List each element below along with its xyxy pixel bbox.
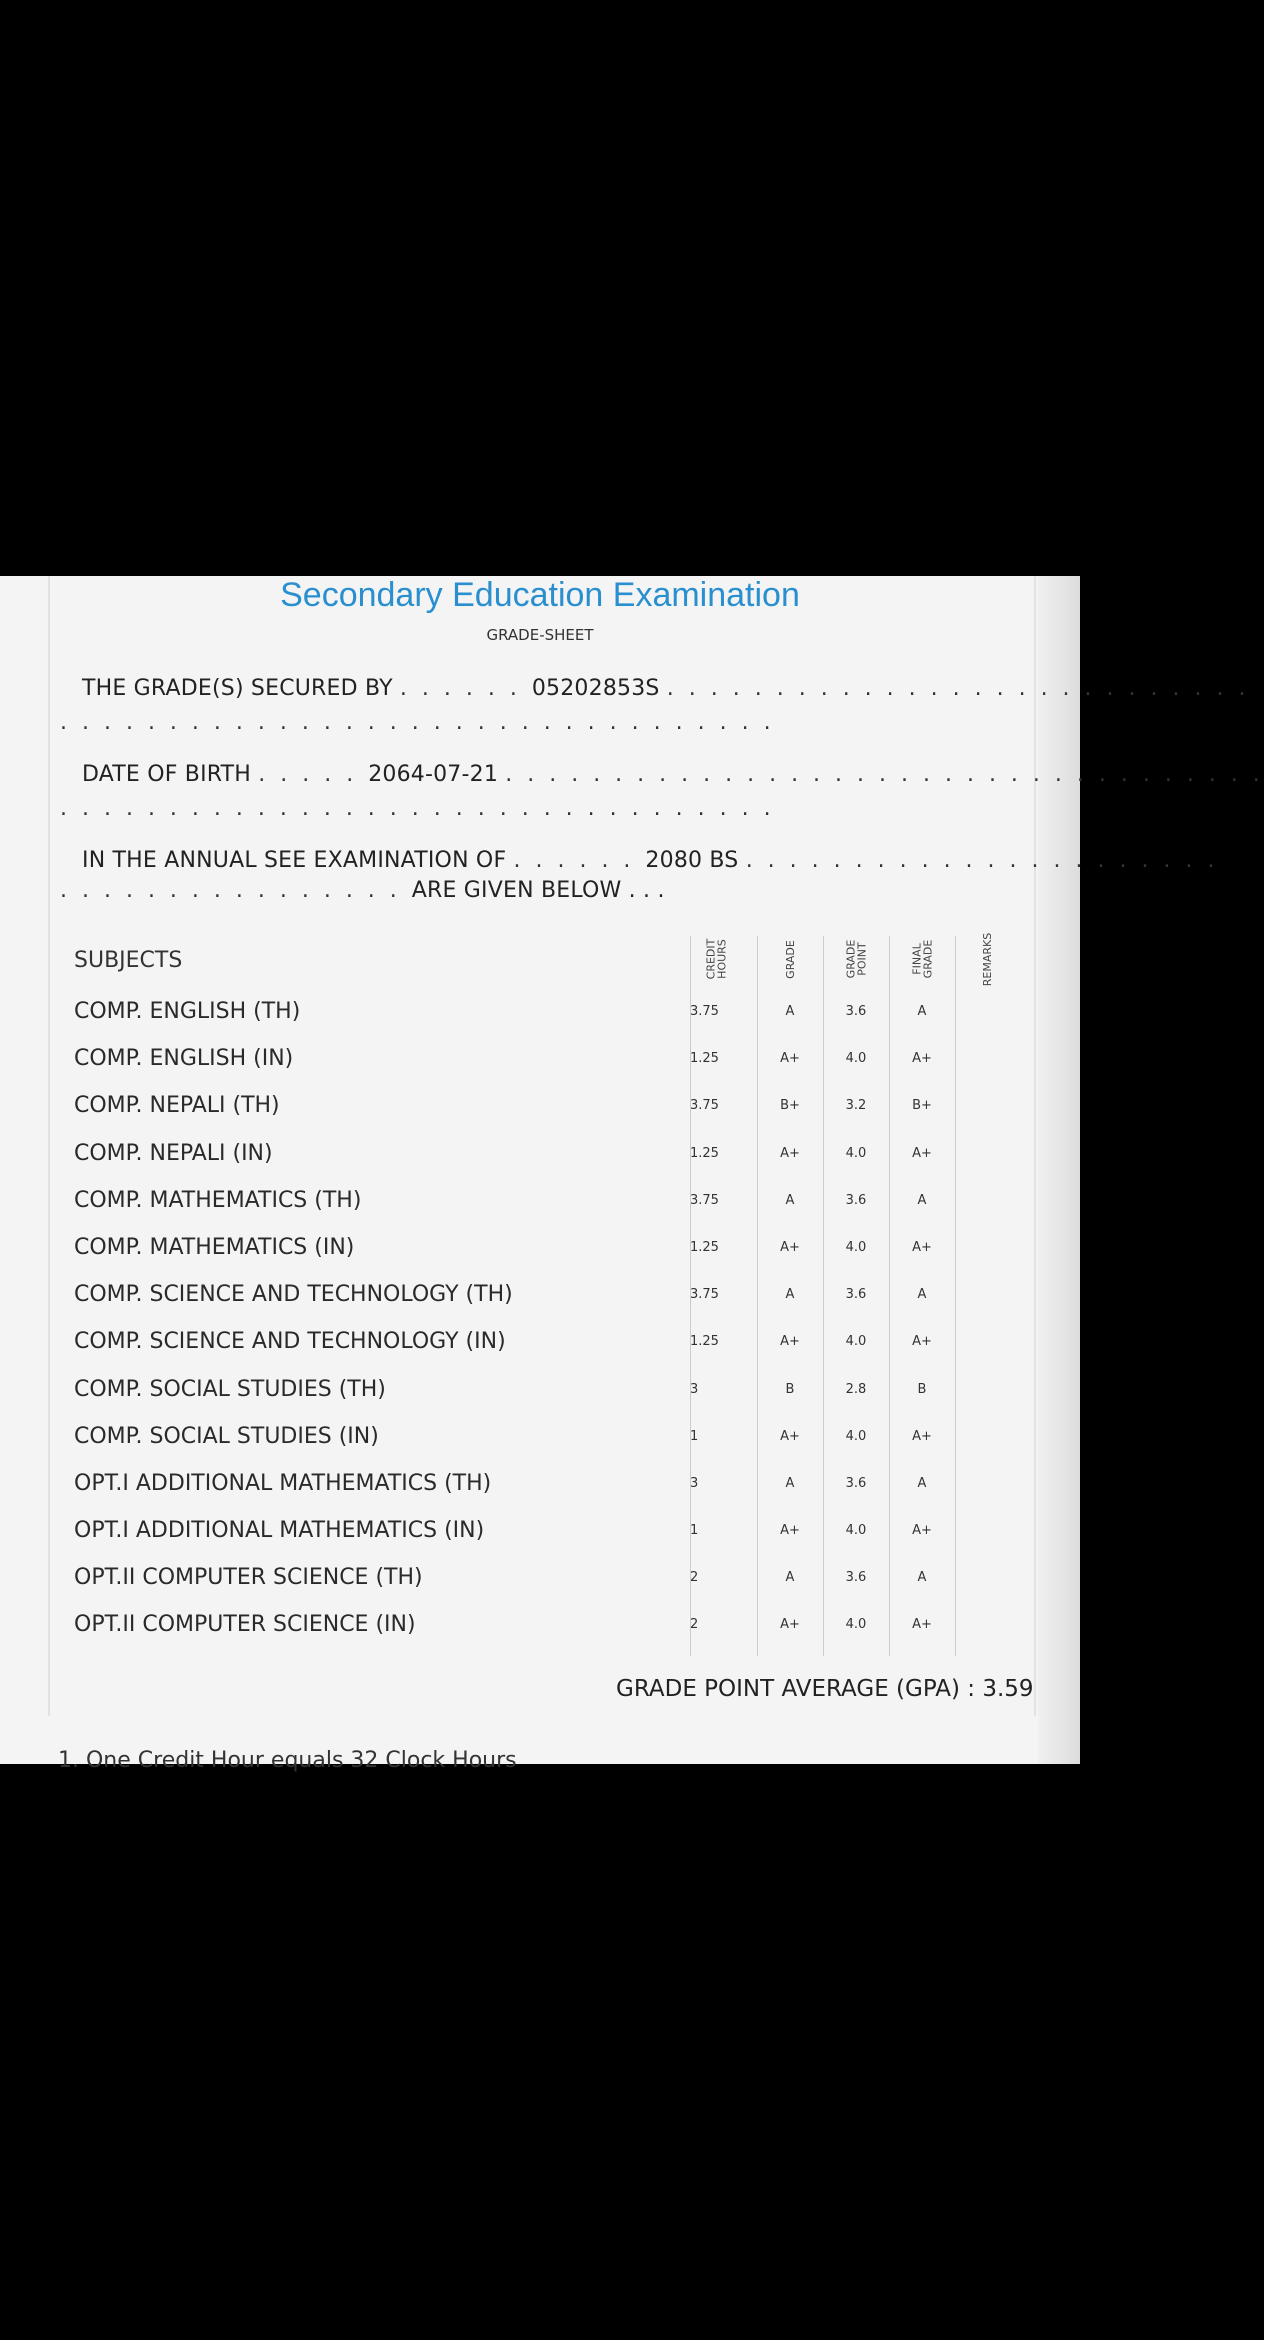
grade-point-cell: 4.0 xyxy=(845,1428,867,1444)
symbol-number: 05202853S xyxy=(531,676,660,701)
left-border-line xyxy=(48,576,50,1716)
grade-sheet xyxy=(0,576,1264,1773)
subject-cell: COMP. SCIENCE AND TECHNOLOGY (IN) xyxy=(74,1329,506,1355)
table-row xyxy=(58,1554,1034,1601)
table-row xyxy=(58,1601,1034,1648)
grade-cell: A+ xyxy=(780,1145,800,1161)
remarks-cell xyxy=(956,1082,1020,1129)
table-row xyxy=(58,1460,1034,1507)
table-row xyxy=(58,1271,1034,1318)
final-grade-cell: A+ xyxy=(912,1239,932,1255)
remarks-column-header: REMARKS xyxy=(981,932,995,986)
footnote: 1. One Credit Hour equals 32 Clock Hours xyxy=(58,1748,517,1773)
grade-point-cell: 4.0 xyxy=(845,1239,867,1255)
exam-label: IN THE ANNUAL SEE EXAMINATION OF xyxy=(82,848,507,873)
grade-cell: B+ xyxy=(780,1098,800,1114)
subject-cell: COMP. SOCIAL STUDIES (TH) xyxy=(74,1376,386,1402)
remarks-cell xyxy=(956,1366,1020,1413)
right-border-line xyxy=(1034,576,1036,1716)
dob-line: DATE OF BIRTH . . . . . 2064-07-21 . . . . . . . . . . . . . . . . . . . . . . . . . . . . . . . . . . . xyxy=(82,762,1264,787)
final-grade-cell: A+ xyxy=(912,1523,932,1539)
credit-hours-column-header: CREDIT HOURS xyxy=(704,938,728,980)
table-row xyxy=(58,1130,1034,1177)
subject-cell: OPT.II COMPUTER SCIENCE (IN) xyxy=(74,1612,416,1638)
subject-cell: COMP. MATHEMATICS (IN) xyxy=(74,1234,355,1260)
final-grade-cell: B+ xyxy=(912,1098,932,1114)
final-grade-cell: A+ xyxy=(912,1145,932,1161)
secured-by-label: THE GRADE(S) SECURED BY xyxy=(82,676,393,701)
remarks-cell xyxy=(956,1130,1020,1177)
subject-cell: COMP. NEPALI (IN) xyxy=(74,1140,273,1166)
remarks-cell xyxy=(956,1554,1020,1601)
final-grade-cell: A xyxy=(917,1570,927,1586)
grade-point-cell: 3.6 xyxy=(845,1570,867,1586)
remarks-cell xyxy=(956,1601,1020,1648)
remarks-cell xyxy=(956,1460,1020,1507)
credit-hours-cell: 2 xyxy=(690,1617,699,1633)
dotted-fill: . . . . . . . . . . . . . . . . . . . . . . . . . . . . . . . . . xyxy=(60,710,775,735)
grade-column-header: GRADE xyxy=(783,939,797,979)
final-grade-cell: A+ xyxy=(912,1617,932,1633)
grade-cell: A xyxy=(785,1287,795,1303)
credit-hours-cell: 3.75 xyxy=(690,1004,719,1019)
credit-hours-cell: 2 xyxy=(690,1570,699,1586)
final-grade-cell: A xyxy=(917,1004,927,1019)
table-row xyxy=(58,1224,1034,1271)
final-grade-column-header: FINAL GRADE xyxy=(909,939,934,979)
grade-cell: A+ xyxy=(780,1334,800,1350)
final-grade-cell: A+ xyxy=(912,1428,932,1444)
grade-point-cell: 3.6 xyxy=(845,1475,867,1491)
remarks-cell xyxy=(956,1318,1020,1365)
grade-cell: A+ xyxy=(780,1428,800,1444)
subject-cell: COMP. NEPALI (TH) xyxy=(74,1093,280,1119)
grade-point-cell: 3.6 xyxy=(845,1287,867,1303)
grade-point-cell: 4.0 xyxy=(845,1051,867,1067)
grade-point-cell: 4.0 xyxy=(845,1617,867,1633)
credit-hours-cell: 3 xyxy=(690,1381,699,1397)
grade-point-cell: 3.6 xyxy=(845,1004,867,1019)
table-row xyxy=(58,1035,1034,1082)
subject-cell: OPT.II COMPUTER SCIENCE (TH) xyxy=(74,1565,423,1591)
table-row xyxy=(58,1318,1034,1365)
grade-point-column-header: GRADE POINT xyxy=(843,939,868,979)
given-below-text: ARE GIVEN BELOW . . . xyxy=(411,878,665,903)
final-grade-cell: A xyxy=(917,1475,927,1491)
remarks-cell xyxy=(956,988,1020,1035)
credit-hours-cell: 3.75 xyxy=(690,1287,719,1303)
gpa-summary: GRADE POINT AVERAGE (GPA) : 3.59 xyxy=(616,1676,1034,1702)
credit-hours-cell: 1.25 xyxy=(690,1051,719,1067)
credit-hours-cell: 3 xyxy=(690,1475,699,1491)
table-row xyxy=(58,1366,1034,1413)
table-row xyxy=(58,1413,1034,1460)
page-edge-shadow xyxy=(1038,576,1080,1764)
remarks-cell xyxy=(956,1224,1020,1271)
exam-line: IN THE ANNUAL SEE EXAMINATION OF . . . . . . 2080 BS . . . . . . . . . . . . . . . . . . . . . . xyxy=(82,848,1219,873)
credit-hours-cell: 3.75 xyxy=(690,1098,719,1114)
grade-point-cell: 3.6 xyxy=(845,1192,867,1208)
credit-hours-cell: 1 xyxy=(690,1428,699,1444)
grade-cell: A xyxy=(785,1475,795,1491)
grade-cell: A+ xyxy=(780,1051,800,1067)
final-grade-cell: B xyxy=(917,1381,927,1397)
grade-point-cell: 3.2 xyxy=(845,1098,867,1114)
grade-cell: A+ xyxy=(780,1239,800,1255)
given-below-line: . . . . . . . . . . . . . . . . ARE GIVEN BELOW . . . xyxy=(60,878,665,903)
final-grade-cell: A+ xyxy=(912,1051,932,1067)
grade-point-cell: 4.0 xyxy=(845,1523,867,1539)
table-header xyxy=(58,930,1034,988)
dob-label: DATE OF BIRTH xyxy=(82,762,252,787)
credit-hours-cell: 1.25 xyxy=(690,1145,719,1161)
subject-cell: OPT.I ADDITIONAL MATHEMATICS (IN) xyxy=(74,1518,485,1544)
secured-by-line: THE GRADE(S) SECURED BY . . . . . . 05202853S . . . . . . . . . . . . . . . . . . . . . . . . . . . xyxy=(82,676,1250,701)
credit-hours-cell: 1 xyxy=(690,1523,699,1539)
grade-cell: A+ xyxy=(780,1617,800,1633)
credit-hours-cell: 1.25 xyxy=(690,1239,719,1255)
credit-hours-cell: 1.25 xyxy=(690,1334,719,1350)
subject-cell: COMP. ENGLISH (TH) xyxy=(74,999,301,1024)
final-grade-cell: A+ xyxy=(912,1334,932,1350)
table-row xyxy=(58,1082,1034,1129)
remarks-cell xyxy=(956,1507,1020,1554)
final-grade-cell: A xyxy=(917,1192,927,1208)
dob-value: 2064-07-21 xyxy=(368,762,499,787)
credit-hours-cell: 3.75 xyxy=(690,1192,719,1208)
remarks-cell xyxy=(956,1035,1020,1082)
results-table-body xyxy=(58,988,1034,1649)
subject-cell: COMP. SCIENCE AND TECHNOLOGY (TH) xyxy=(74,1282,513,1308)
grade-cell: A xyxy=(785,1192,795,1208)
grade-point-cell: 4.0 xyxy=(845,1145,867,1161)
remarks-cell xyxy=(956,1177,1020,1224)
grade-cell: A+ xyxy=(780,1523,800,1539)
subject-cell: OPT.I ADDITIONAL MATHEMATICS (TH) xyxy=(74,1470,492,1496)
document-title: Secondary Education Examination xyxy=(280,576,800,614)
grade-point-cell: 2.8 xyxy=(845,1381,867,1397)
grade-cell: A xyxy=(785,1004,795,1019)
subject-cell: COMP. SOCIAL STUDIES (IN) xyxy=(74,1423,379,1449)
remarks-cell xyxy=(956,1413,1020,1460)
subjects-column-header: SUBJECTS xyxy=(74,948,183,973)
final-grade-cell: A xyxy=(917,1287,927,1303)
table-row xyxy=(58,1507,1034,1554)
grade-cell: A xyxy=(785,1570,795,1586)
table-row xyxy=(58,988,1034,1035)
subject-cell: COMP. MATHEMATICS (TH) xyxy=(74,1187,362,1213)
grade-point-cell: 4.0 xyxy=(845,1334,867,1350)
grade-cell: B xyxy=(785,1381,795,1397)
table-row xyxy=(58,1177,1034,1224)
exam-year: 2080 BS xyxy=(645,848,739,873)
document-subtitle: GRADE-SHEET xyxy=(486,626,594,644)
dotted-fill: . . . . . . . . . . . . . . . . . . . . . . . . . . . . . . . . . xyxy=(60,796,775,821)
remarks-cell xyxy=(956,1271,1020,1318)
subject-cell: COMP. ENGLISH (IN) xyxy=(74,1046,294,1072)
